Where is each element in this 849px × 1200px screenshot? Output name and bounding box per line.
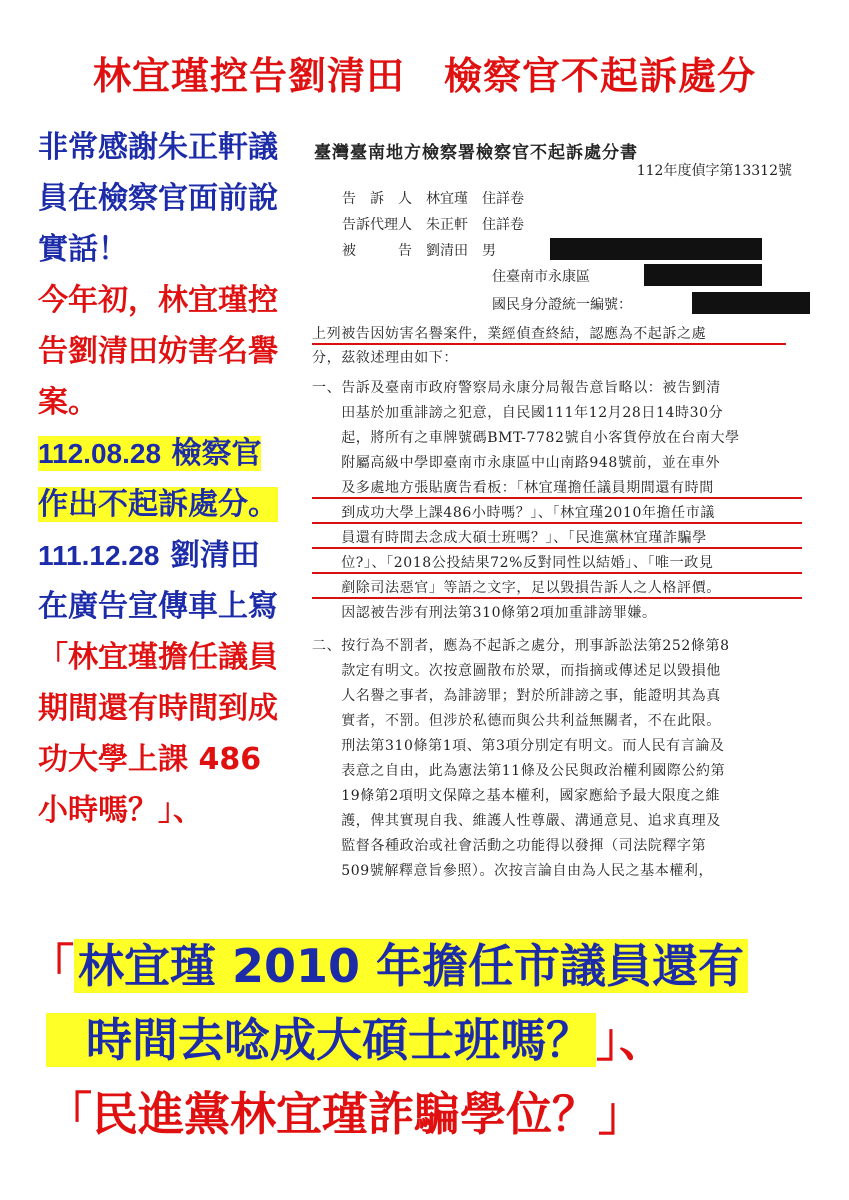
doc-line: 分，茲敘述理由如下： — [312, 350, 458, 366]
redaction-bar — [550, 238, 762, 260]
doc-line: 護，俾其實現自我、維護人性尊嚴、溝通意見、追求真理及 — [312, 813, 721, 829]
intro-text: 今年初，林宜瑾控告劉清田妨害名譽案。 — [38, 283, 278, 420]
decision-text: 檢察官作出不起訴處分。 — [38, 436, 278, 522]
bottom-quote-line-2 — [46, 1004, 846, 1076]
doc-line: 刑法第310條第1項、第3項分別定有明文。而人民有言論及 — [312, 738, 725, 754]
close-quote: 」、 — [596, 1013, 665, 1067]
party-row: 告訴代理人 朱正軒 住詳卷 — [342, 217, 524, 233]
doc-line: 及多處地方張貼廣告看板：「林宜瑾擔任議員期間還有時間 — [312, 477, 802, 499]
document-title: 臺灣臺南地方檢察署檢察官不起訴處分書 — [314, 143, 638, 163]
doc-line: 一、告訴及臺南市政府警察局永康分局報告意旨略以：被告劉清 — [312, 380, 721, 396]
event-paragraph — [38, 530, 288, 836]
doc-line: 員還有時間去念成大碩士班嗎？」、「民進黨林宜瑾詐騙學 — [312, 527, 802, 549]
decision-paragraph — [38, 428, 288, 530]
thanks-text: 非常感謝朱正軒議員在檢察官面前說實話！ — [38, 130, 278, 267]
redaction-bar — [692, 292, 810, 314]
quote-2-part-1: 林宜瑾 2010 年擔任市議員還有 — [74, 939, 748, 993]
doc-line: 上列被告因妨害名譽案件，業經偵查終結，認應為不起訴之處 — [312, 323, 786, 345]
left-commentary — [38, 122, 288, 836]
case-number: 112年度偵字第13312號 — [636, 163, 792, 179]
doc-line: 起，將所有之車牌號碼BMT-7782號自小客貨停放在台南大學 — [312, 430, 740, 446]
open-quote: 「 — [28, 939, 74, 993]
party-row: 告 訴 人 林宜瑾 住詳卷 — [342, 191, 524, 207]
id-label: 國民身分證統一編號： — [492, 297, 632, 313]
party-row: 被 告 劉清田 男 — [342, 243, 496, 259]
doc-line: 實者，不罰。但涉於私德而與公共利益無關者，不在此限。 — [312, 713, 721, 729]
doc-line: 附屬高級中學即臺南市永康區中山南路948號前，並在車外 — [312, 455, 721, 471]
doc-line: 田基於加重誹謗之犯意，自民國111年12月28日14時30分 — [312, 405, 724, 421]
address-row: 住臺南市永康區 — [492, 269, 590, 285]
decision-date: 112.08.28 — [38, 438, 162, 469]
quote-2-part-2: 時間去唸成大碩士班嗎？ — [46, 1013, 596, 1067]
doc-line: 款定有明文。次按意圖散布於眾，而指摘或傳述足以毀損他 — [312, 663, 721, 679]
event-text: 劉清田在廣告宣傳車上寫 — [38, 538, 278, 624]
event-date: 111.12.28 — [38, 540, 160, 571]
doc-line: 監督各種政治或社會活動之功能得以發揮（司法院釋字第 — [312, 838, 707, 854]
redaction-bar — [644, 264, 762, 286]
page-title: 林宜瑾控告劉清田 檢察官不起訴處分 — [92, 54, 756, 98]
doc-line: 二、按行為不罰者，應為不起訴之處分，刑事訴訟法第252條第8 — [312, 638, 730, 654]
doc-line: 人名譽之事者，為誹謗罪；對於所誹謗之事，能證明其為真 — [312, 688, 721, 704]
bottom-quote-line-3: 「民進黨林宜瑾詐騙學位？」 — [46, 1087, 644, 1141]
doc-line: 509號解釋意旨參照）。次按言論自由為人民之基本權利， — [312, 863, 714, 879]
doc-line: 位?」、「2018公投結果72%反對同性以結婚」、「唯一政見 — [312, 552, 802, 574]
indictment-document — [292, 120, 812, 910]
doc-line: 表意之自由，此為憲法第11條及公民與政治權利國際公約第 — [312, 763, 726, 779]
doc-line: 19條第2項明文保障之基本權利，國家應給予最大限度之維 — [312, 788, 721, 804]
doc-line: 因認被告涉有刑法第310條第2項加重誹謗罪嫌。 — [312, 605, 657, 621]
bottom-quote-line-1 — [28, 930, 828, 1002]
doc-line: 剷除司法惡官」等語之文字，足以毀損告訴人之人格評價。 — [312, 577, 802, 599]
quote-1: 「林宜瑾擔任議員期間還有時間到成功大學上課 486 小時嗎？」、 — [38, 640, 278, 828]
doc-line: 到成功大學上課486小時嗎？」、「林宜瑾2010年擔任市議 — [312, 502, 802, 524]
